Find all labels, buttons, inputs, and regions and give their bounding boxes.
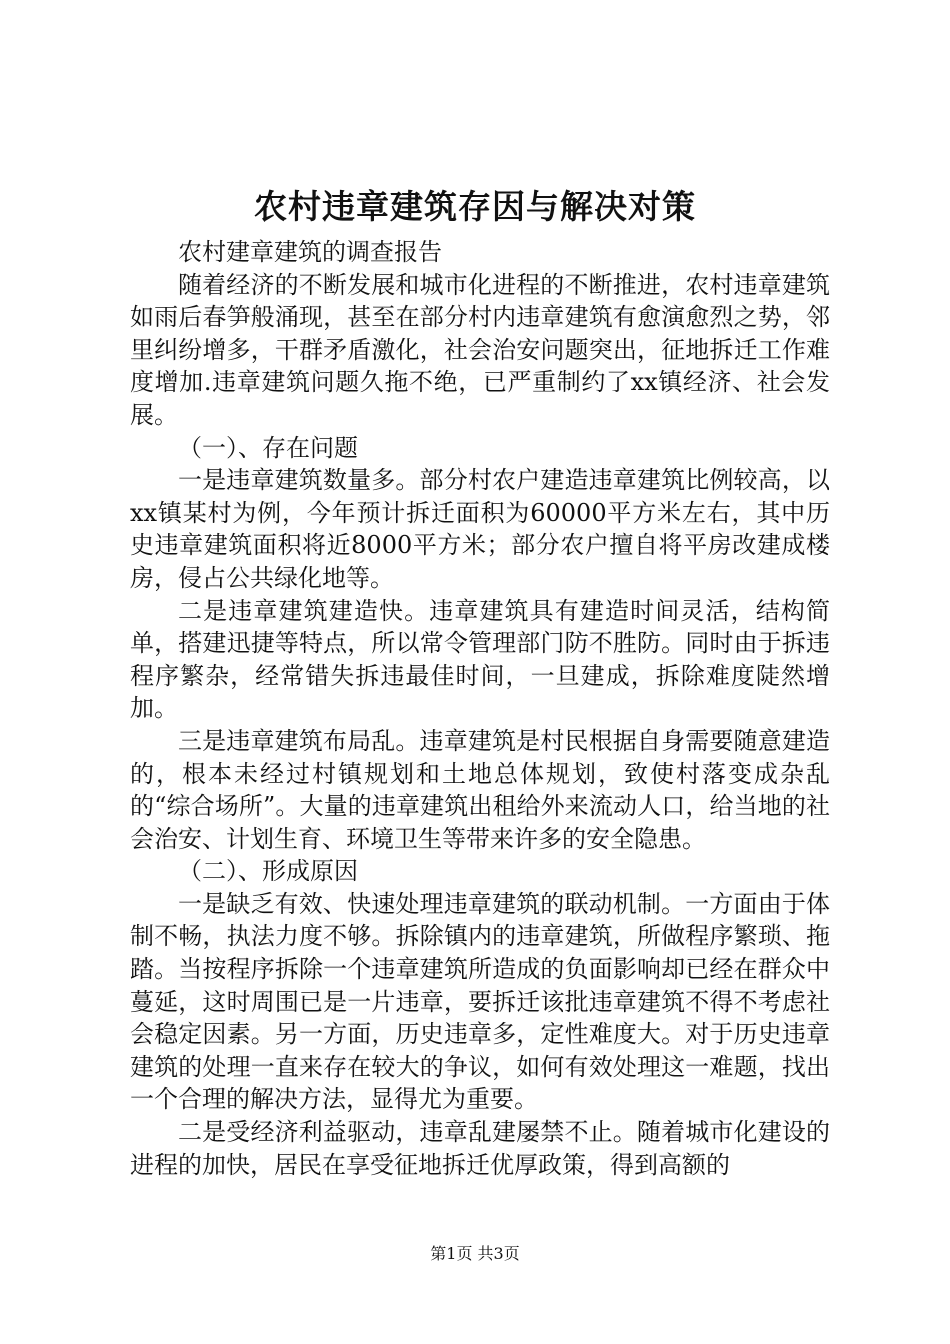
body-paragraph: 二是违章建筑建造快。违章建筑具有建造时间灵活，结构简单，搭建迅捷等特点，所以常令管理部门防不胜防。同时由于拆违程序繁杂，经常错失拆违最佳时间，一旦建成，拆除难度陡然增加。 [130, 596, 830, 723]
document-body [130, 236, 830, 1181]
body-paragraph: 二是受经济利益驱动，违章乱建屡禁不止。随着城市化建设的进程的加快，居民在享受征地拆迁优厚政策，得到高额的 [130, 1118, 830, 1179]
body-paragraph: 一是缺乏有效、快速处理违章建筑的联动机制。一方面由于体制不畅，执法力度不够。拆除镇内的违章建筑，所做程序繁琐、拖踏。当按程序拆除一个违章建筑所造成的负面影响却已经在群众中蔓延，这时周围已是一片违章，要拆迁该批违章建筑不得不考虑社会稳定因素。另一方面，历史违章多，定性难度大。对于历史违章建筑的处理一直来存在较大的争议，如何有效处理这一难题，找出一个合理的解决方法，显得尤为重要。 [130, 889, 830, 1114]
section-heading: （一）、存在问题 [178, 433, 358, 462]
page-footer: 第1页 共3页 [430, 1244, 520, 1263]
body-paragraph: 一是违章建筑数量多。部分村农户建造违章建筑比例较高，以xx镇某村为例，今年预计拆迁面积为60000平方米左右，其中历史违章建筑面积将近8000平方米；部分农户擅自将平房改建成楼房，侵占公共绿化地等。 [130, 466, 830, 592]
body-paragraph: 随着经济的不断发展和城市化进程的不断推进，农村违章建筑如雨后春笋般涌现，甚至在部分村内违章建筑有愈演愈烈之势，邻里纠纷增多，干群矛盾激化，社会治安问题突出，征地拆迁工作难度增加.违章建筑问题久拖不绝，已严重制约了xx镇经济、社会发展。 [130, 270, 830, 429]
body-paragraph: 三是违章建筑布局乱。违章建筑是村民根据自身需要随意建造的，根本未经过村镇规划和土地总体规划，致使村落变成杂乱的“综合场所”。大量的违章建筑出租给外来流动人口，给当地的社会治安、计划生育、环境卫生等带来许多的安全隐患。 [130, 726, 830, 853]
section-heading: （二）、形成原因 [178, 857, 358, 886]
document-title: 农村违章建筑存因与解决对策 [254, 187, 696, 226]
subtitle-paragraph: 农村建章建筑的调查报告 [178, 238, 442, 266]
